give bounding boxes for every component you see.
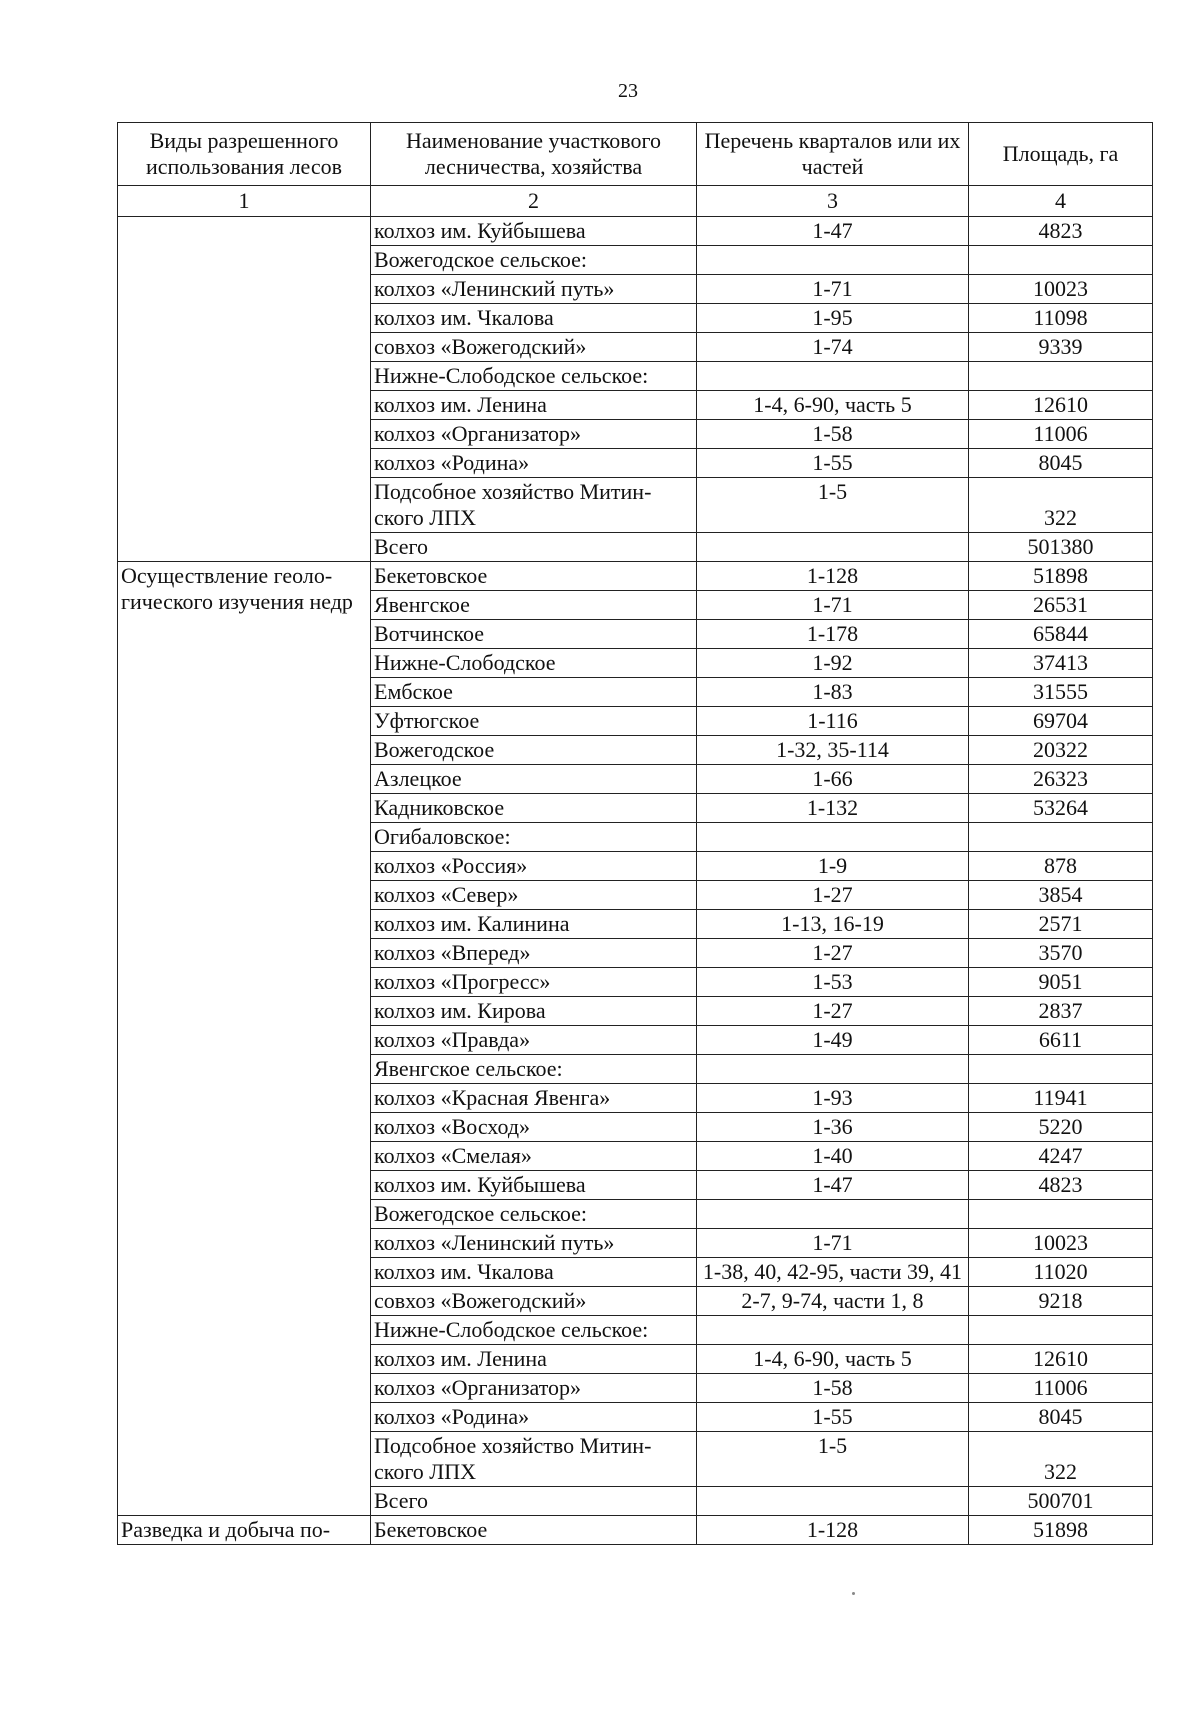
table-row	[118, 217, 1153, 246]
forestry-name-cell: колхоз «Родина»	[371, 1403, 697, 1432]
quarters-cell: 1-27	[697, 939, 969, 968]
quarters-cell: 1-71	[697, 591, 969, 620]
header-row	[118, 123, 1153, 186]
forestry-name-cell: совхоз «Вожегодский»	[371, 1287, 697, 1316]
forestry-name-cell: колхоз «Север»	[371, 881, 697, 910]
area-cell	[969, 362, 1153, 391]
quarters-cell: 1-71	[697, 1229, 969, 1258]
forestry-name-cell: колхоз им. Куйбышева	[371, 1171, 697, 1200]
forestry-name-cell: Бекетовское	[371, 1516, 697, 1545]
area-cell: 501380	[969, 533, 1153, 562]
quarters-cell	[697, 1316, 969, 1345]
table-row	[118, 1516, 1153, 1545]
quarters-cell	[697, 823, 969, 852]
forestry-name-cell: колхоз «Ленинский путь»	[371, 1229, 697, 1258]
use-type-cell: Разведка и добыча по-	[118, 1516, 371, 1545]
quarters-cell: 1-5	[697, 1432, 969, 1487]
forestry-name-cell: колхоз им. Чкалова	[371, 304, 697, 333]
quarters-cell: 1-66	[697, 765, 969, 794]
quarters-cell: 1-47	[697, 217, 969, 246]
area-cell: 20322	[969, 736, 1153, 765]
forestry-name-cell: Подсобное хозяйство Митин-ского ЛПХ	[371, 478, 697, 533]
forestry-name-cell: Азлецкое	[371, 765, 697, 794]
area-cell: 9339	[969, 333, 1153, 362]
area-cell: 69704	[969, 707, 1153, 736]
quarters-cell: 1-32, 35-114	[697, 736, 969, 765]
forestry-name-cell: Вожегодское сельское:	[371, 1200, 697, 1229]
quarters-cell: 1-58	[697, 1374, 969, 1403]
area-cell: 3854	[969, 881, 1153, 910]
column-number: 1	[118, 186, 371, 217]
forestry-name-cell: колхоз «Россия»	[371, 852, 697, 881]
forestry-name-cell: Уфтюгское	[371, 707, 697, 736]
forestry-name-cell: Ембское	[371, 678, 697, 707]
area-cell: 4247	[969, 1142, 1153, 1171]
quarters-cell: 1-9	[697, 852, 969, 881]
quarters-cell: 2-7, 9-74, части 1, 8	[697, 1287, 969, 1316]
quarters-cell: 1-36	[697, 1113, 969, 1142]
quarters-cell: 1-116	[697, 707, 969, 736]
forestry-name-cell: колхоз «Организатор»	[371, 420, 697, 449]
area-cell: 9051	[969, 968, 1153, 997]
area-cell: 8045	[969, 1403, 1153, 1432]
area-cell	[969, 823, 1153, 852]
quarters-cell: 1-132	[697, 794, 969, 823]
forestry-name-cell: колхоз «Организатор»	[371, 1374, 697, 1403]
area-cell: 8045	[969, 449, 1153, 478]
forestry-name-cell: колхоз им. Ленина	[371, 391, 697, 420]
quarters-cell: 1-93	[697, 1084, 969, 1113]
forestry-name-cell: совхоз «Вожегодский»	[371, 333, 697, 362]
forestry-name-cell: Подсобное хозяйство Митин-ского ЛПХ	[371, 1432, 697, 1487]
page-number: 23	[618, 80, 638, 102]
forestry-name-cell: колхоз им. Куйбышева	[371, 217, 697, 246]
area-cell: 5220	[969, 1113, 1153, 1142]
area-cell: 3570	[969, 939, 1153, 968]
forestry-name-cell: Нижне-Слободское сельское:	[371, 362, 697, 391]
quarters-cell	[697, 362, 969, 391]
forestry-name-cell: Нижне-Слободское	[371, 649, 697, 678]
quarters-cell: 1-40	[697, 1142, 969, 1171]
area-cell	[969, 1200, 1153, 1229]
table-body	[118, 217, 1153, 1545]
area-cell: 11006	[969, 420, 1153, 449]
area-cell: 322	[969, 478, 1153, 533]
quarters-cell: 1-13, 16-19	[697, 910, 969, 939]
forestry-name-cell: колхоз «Ленинский путь»	[371, 275, 697, 304]
area-cell	[969, 1316, 1153, 1345]
forestry-name-cell: Вотчинское	[371, 620, 697, 649]
header-forestry-name: Наименование участкового лесничества, хозяйства	[371, 123, 697, 186]
area-cell: 6611	[969, 1026, 1153, 1055]
quarters-cell: 1-38, 40, 42-95, части 39, 41	[697, 1258, 969, 1287]
forestry-name-cell: колхоз «Смелая»	[371, 1142, 697, 1171]
forest-use-table	[117, 122, 1153, 1545]
forestry-name-cell: колхоз «Правда»	[371, 1026, 697, 1055]
area-cell: 11006	[969, 1374, 1153, 1403]
quarters-cell: 1-128	[697, 1516, 969, 1545]
forestry-name-cell: Кадниковское	[371, 794, 697, 823]
forestry-name-cell: Явенгское	[371, 591, 697, 620]
quarters-cell: 1-4, 6-90, часть 5	[697, 1345, 969, 1374]
header-quarters: Перечень кварталов или их частей	[697, 123, 969, 186]
quarters-cell: 1-53	[697, 968, 969, 997]
forestry-name-cell: Вожегодское	[371, 736, 697, 765]
forestry-name-cell: Огибаловское:	[371, 823, 697, 852]
table-row	[118, 562, 1153, 591]
area-cell: 26323	[969, 765, 1153, 794]
area-cell: 11020	[969, 1258, 1153, 1287]
scan-speck	[852, 1592, 855, 1595]
area-cell: 31555	[969, 678, 1153, 707]
area-cell: 10023	[969, 275, 1153, 304]
quarters-cell	[697, 1487, 969, 1516]
forestry-name-cell: Всего	[371, 1487, 697, 1516]
forestry-name-cell: колхоз «Прогресс»	[371, 968, 697, 997]
area-cell: 37413	[969, 649, 1153, 678]
quarters-cell: 1-47	[697, 1171, 969, 1200]
area-cell	[969, 1055, 1153, 1084]
forestry-name-cell: колхоз «Восход»	[371, 1113, 697, 1142]
area-cell: 9218	[969, 1287, 1153, 1316]
forestry-name-cell: Явенгское сельское:	[371, 1055, 697, 1084]
column-number: 4	[969, 186, 1153, 217]
forestry-name-cell: Бекетовское	[371, 562, 697, 591]
use-type-cell: Осуществление геоло-гического изучения недр	[118, 562, 371, 1516]
forestry-name-cell: Нижне-Слободское сельское:	[371, 1316, 697, 1345]
use-type-cell	[118, 217, 371, 562]
quarters-cell: 1-74	[697, 333, 969, 362]
column-number: 3	[697, 186, 969, 217]
area-cell: 10023	[969, 1229, 1153, 1258]
area-cell: 11098	[969, 304, 1153, 333]
quarters-cell: 1-71	[697, 275, 969, 304]
forestry-name-cell: колхоз им. Чкалова	[371, 1258, 697, 1287]
area-cell	[969, 246, 1153, 275]
forestry-name-cell: колхоз им. Калинина	[371, 910, 697, 939]
quarters-cell: 1-95	[697, 304, 969, 333]
quarters-cell: 1-55	[697, 1403, 969, 1432]
quarters-cell	[697, 1055, 969, 1084]
forestry-name-cell: колхоз им. Ленина	[371, 1345, 697, 1374]
area-cell: 4823	[969, 217, 1153, 246]
area-cell: 12610	[969, 391, 1153, 420]
area-cell: 2571	[969, 910, 1153, 939]
area-cell: 878	[969, 852, 1153, 881]
quarters-cell: 1-27	[697, 881, 969, 910]
area-cell: 51898	[969, 1516, 1153, 1545]
forestry-name-cell: колхоз «Вперед»	[371, 939, 697, 968]
quarters-cell: 1-49	[697, 1026, 969, 1055]
column-number: 2	[371, 186, 697, 217]
quarters-cell: 1-83	[697, 678, 969, 707]
area-cell: 53264	[969, 794, 1153, 823]
header-use-type: Виды разрешенного использования лесов	[118, 123, 371, 186]
quarters-cell: 1-128	[697, 562, 969, 591]
quarters-cell: 1-55	[697, 449, 969, 478]
area-cell: 51898	[969, 562, 1153, 591]
quarters-cell: 1-4, 6-90, часть 5	[697, 391, 969, 420]
quarters-cell: 1-27	[697, 997, 969, 1026]
forestry-name-cell: Всего	[371, 533, 697, 562]
area-cell: 11941	[969, 1084, 1153, 1113]
area-cell: 26531	[969, 591, 1153, 620]
column-number-row	[118, 186, 1153, 217]
forestry-name-cell: Вожегодское сельское:	[371, 246, 697, 275]
forestry-name-cell: колхоз «Красная Явенга»	[371, 1084, 697, 1113]
quarters-cell: 1-178	[697, 620, 969, 649]
area-cell: 500701	[969, 1487, 1153, 1516]
quarters-cell: 1-5	[697, 478, 969, 533]
quarters-cell	[697, 533, 969, 562]
area-cell: 4823	[969, 1171, 1153, 1200]
quarters-cell: 1-58	[697, 420, 969, 449]
forestry-name-cell: колхоз им. Кирова	[371, 997, 697, 1026]
quarters-cell	[697, 246, 969, 275]
area-cell: 2837	[969, 997, 1153, 1026]
quarters-cell	[697, 1200, 969, 1229]
header-area: Площадь, га	[969, 123, 1153, 186]
area-cell: 12610	[969, 1345, 1153, 1374]
quarters-cell: 1-92	[697, 649, 969, 678]
area-cell: 322	[969, 1432, 1153, 1487]
forestry-name-cell: колхоз «Родина»	[371, 449, 697, 478]
area-cell: 65844	[969, 620, 1153, 649]
